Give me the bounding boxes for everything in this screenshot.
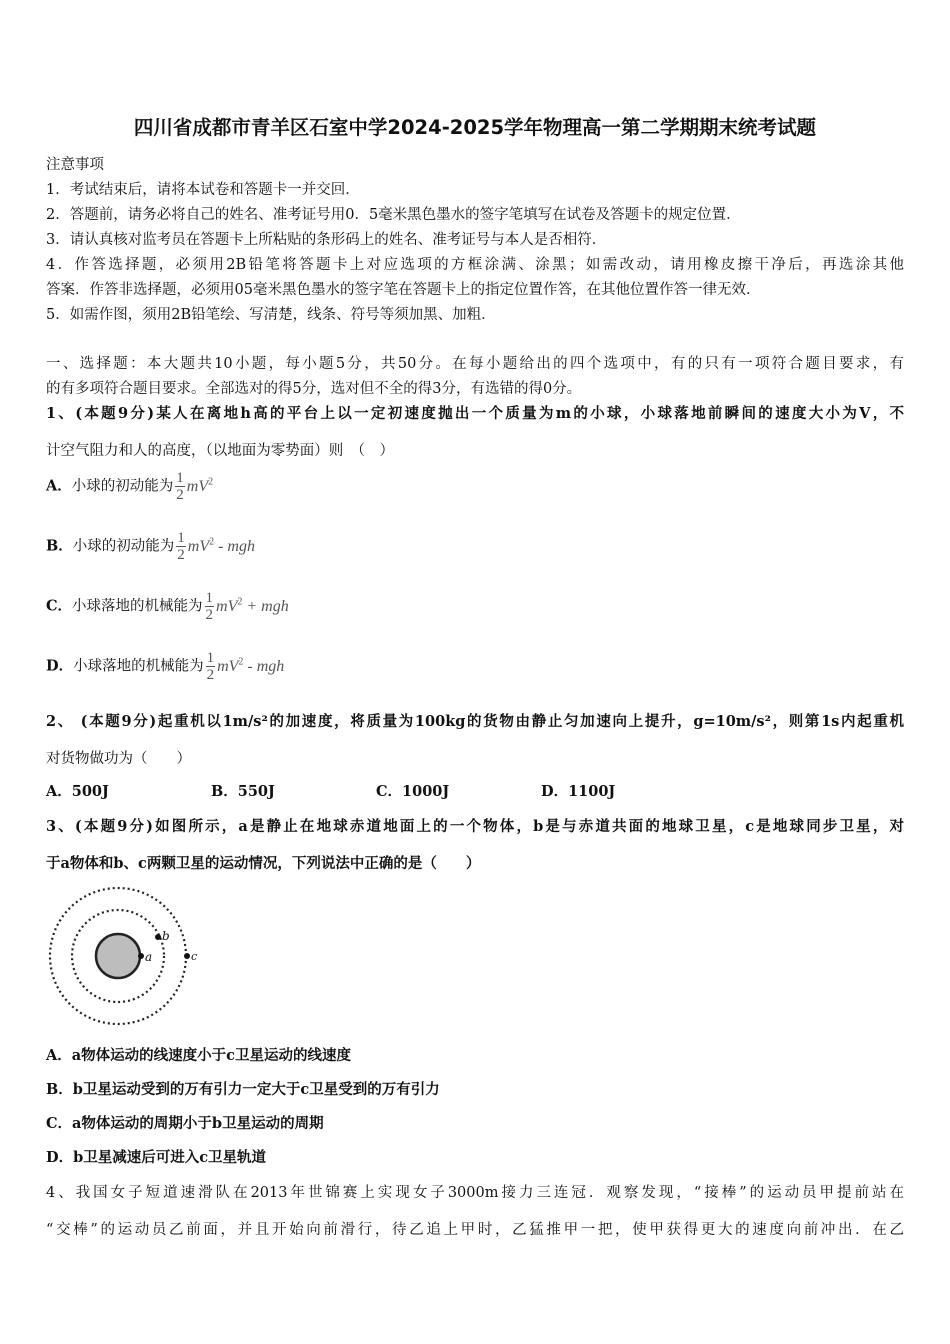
question-2-stem: 2、 (本题9分)起重机以1m/s²的加速度，将质量为100kg的货物由静止匀加速向上提升，g=10m/s²，则第1s内起重机: [46, 713, 904, 730]
question-1-stem: 1、(本题9分)某人在离地h高的平台上以一定初速度抛出一个质量为m的小球，小球落地前瞬间的速度大小为V，不: [46, 405, 904, 422]
notice-item: 5．如需作图，须用2B铅笔绘、写清楚，线条、符号等须加黑、加粗．: [46, 307, 496, 323]
question-3-option-d: D．b卫星减速后可进入c卫星轨道: [46, 1149, 267, 1166]
question-1-option-b: B．小球的初动能为 $\frac{1}{2}$ $mV^2$ - mgh: [46, 530, 255, 563]
question-1-option-c: C．小球落地的机械能为 $\frac{1}{2}$ $mV^2$ + mgh: [46, 590, 289, 623]
orbit-diagram: [46, 884, 206, 1034]
question-1-option-a: A．小球的初动能为 $\frac{1}{2}$ $mV^2$: [46, 470, 214, 503]
question-4-stem: 4、我国女子短道速滑队在2013年世锦赛上实现女子3000m接力三连冠．观察发现，“接棒”的运动员甲提前站在: [46, 1185, 904, 1201]
label-b: b: [162, 929, 170, 943]
object-a-dot: [138, 953, 144, 959]
satellite-b-dot: [155, 934, 161, 940]
notice-item: 1．考试结束后，请将本试卷和答题卡一并交回．: [46, 182, 360, 198]
question-2-option-d: D．1100J: [541, 783, 616, 800]
notice-heading: 注意事项: [46, 157, 104, 173]
section-instructions: 一、选择题：本大题共10小题，每小题5分，共50分。在每小题给出的四个选项中，有的只有一项符合题目要求，有: [46, 356, 904, 372]
question-3-option-b: B．b卫星运动受到的万有引力一定大于c卫星受到的万有引力: [46, 1081, 440, 1098]
label-c: c: [191, 950, 198, 963]
notice-item: 3．请认真核对监考员在答题卡上所粘贴的条形码上的姓名、准考证号与本人是否相符．: [46, 232, 607, 248]
question-3-option-a: A．a物体运动的线速度小于c卫星运动的线速度: [46, 1047, 351, 1064]
label-a: a: [145, 950, 153, 964]
earth: [96, 934, 140, 978]
question-2-option-c: C．1000J: [376, 783, 450, 800]
page-title: 四川省成都市青羊区石室中学2024-2025学年物理高一第二学期期末统考试题: [133, 116, 817, 139]
question-1-stem: 计空气阻力和人的高度，（以地面为零势面）则 （ ）: [46, 443, 394, 459]
section-instructions: 的有多项符合题目要求。全部选对的得5分，选对但不全的得3分，有选错的得0分。: [46, 381, 582, 397]
notice-item: 4．作答选择题，必须用2B铅笔将答题卡上对应选项的方框涂满、涂黑；如需改动，请用橡皮擦干净后，再选涂其他: [46, 257, 904, 273]
question-3-stem: 于a物体和b、c两颗卫星的运动情况，下列说法中正确的是（ ）: [46, 855, 481, 872]
question-2-option-b: B．550J: [211, 783, 275, 800]
question-4-stem: “交棒”的运动员乙前面，并且开始向前滑行，待乙追上甲时，乙猛推甲一把，使甲获得更大的速度向前冲出．在乙: [46, 1222, 904, 1238]
question-1-option-d: D．小球落地的机械能为 $\frac{1}{2}$ $mV^2$ - mgh: [46, 650, 285, 683]
satellite-c-dot: [184, 953, 190, 959]
question-2-stem: 对货物做功为（ ）: [46, 751, 191, 767]
question-3-stem: 3、(本题9分)如图所示，a是静止在地球赤道地面上的一个物体，b是与赤道共面的地球卫星，c是地球同步卫星，对: [46, 818, 904, 835]
notice-item: 2．答题前，请务必将自己的姓名、准考证号用0．5毫米黑色墨水的签字笔填写在试卷及答题卡的规定位置．: [46, 207, 741, 223]
question-2-option-a: A．500J: [46, 783, 109, 800]
notice-item: 答案．作答非选择题，必须用05毫米黑色墨水的签字笔在答题卡上的指定位置作答，在其他位置作答一律无效．: [46, 282, 761, 298]
question-3-option-c: C．a物体运动的周期小于b卫星运动的周期: [46, 1115, 324, 1132]
